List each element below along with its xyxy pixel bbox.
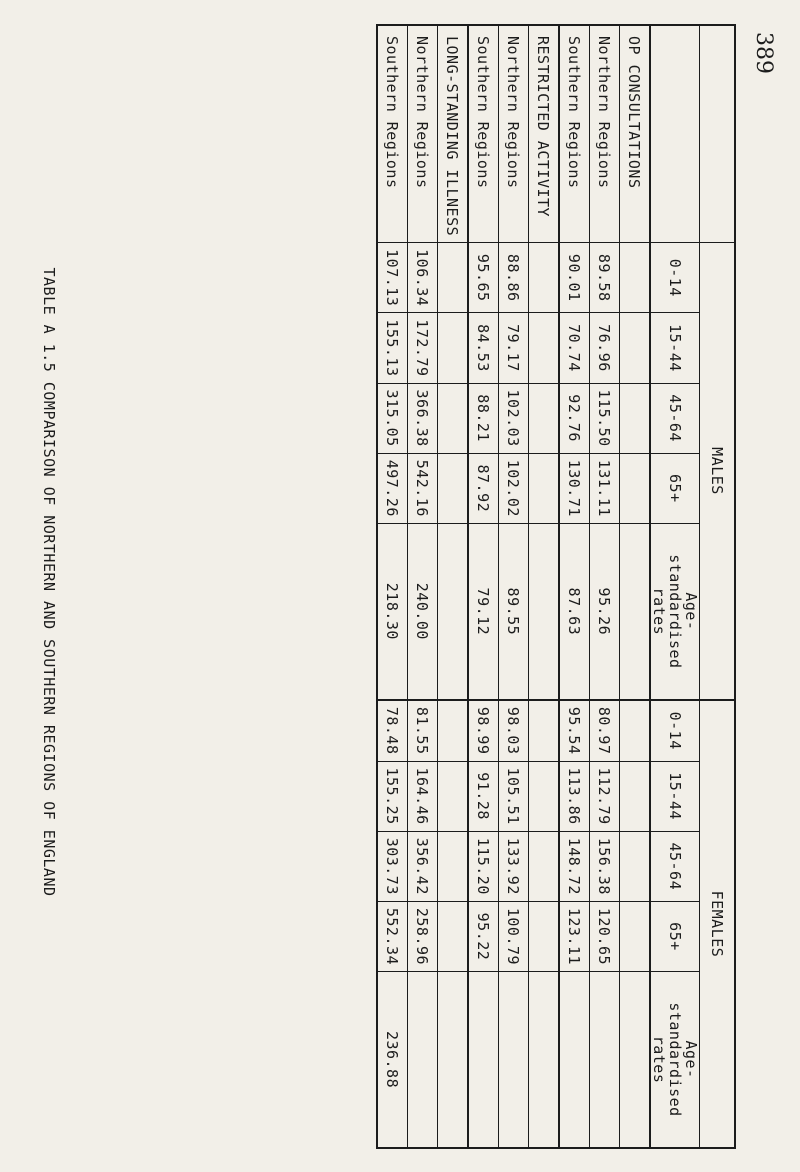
age-header: 45-64 [650,383,700,453]
row-header-blank [650,25,700,243]
top-left-cell [700,25,736,243]
table-cell: 91.28 [468,761,499,831]
table-cell: 130.71 [559,453,590,523]
table-cell: 315.05 [377,383,408,453]
table-row [468,25,499,1148]
table-cell: 542.16 [408,453,438,523]
group-header-females: FEMALES [700,700,736,1148]
table-cell: 131.11 [590,453,620,523]
table-cell: 76.96 [590,313,620,383]
page-number: 389 [751,32,776,74]
table-cell: 107.13 [377,243,408,313]
section-label: LONG-STANDING ILLNESS [438,25,469,243]
group-header-males: MALES [700,243,736,700]
table-cell: 87.63 [559,523,590,699]
table-cell: 102.02 [499,453,529,523]
table-cell: 98.03 [499,700,529,761]
table-cell: 95.65 [468,243,499,313]
table-cell: 303.73 [377,831,408,901]
table-cell: 164.46 [408,761,438,831]
table-cell: 218.30 [377,523,408,699]
table-cell: 115.50 [590,383,620,453]
age-header: 0-14 [650,700,700,761]
table-cell: 133.92 [499,831,529,901]
table-cell: 95.54 [559,700,590,761]
table-cell: 95.22 [468,901,499,971]
table-cell: 79.12 [468,523,499,699]
table-cell: 84.53 [468,313,499,383]
row-label: Northern Regions [408,25,438,243]
table-cell: 155.13 [377,313,408,383]
table-cell: 497.26 [377,453,408,523]
table-cell: 90.01 [559,243,590,313]
age-header: 15-44 [650,761,700,831]
table-row [590,25,620,1148]
table-cell: 120.65 [590,901,620,971]
table-cell: 102.03 [499,383,529,453]
table-cell: 115.20 [468,831,499,901]
table-cell [408,972,438,1148]
row-label: Northern Regions [499,25,529,243]
age-header: Age- standardised rates [650,523,700,699]
table-cell: 81.55 [408,700,438,761]
row-label: Southern Regions [377,25,408,243]
table-row [559,25,590,1148]
table-row [377,25,408,1148]
table-cell: 105.51 [499,761,529,831]
table-row [499,25,529,1148]
table-cell: 92.76 [559,383,590,453]
table-row [408,25,438,1148]
table-cell: 240.00 [408,523,438,699]
table-cell: 98.99 [468,700,499,761]
table-cell: 89.58 [590,243,620,313]
table-cell: 89.55 [499,523,529,699]
table-cell: 236.88 [377,972,408,1148]
table-cell: 258.96 [408,901,438,971]
table-cell: 156.38 [590,831,620,901]
table-cell: 148.72 [559,831,590,901]
row-label: Southern Regions [559,25,590,243]
table-cell: 87.92 [468,453,499,523]
table-cell: 113.86 [559,761,590,831]
table-cell [590,972,620,1148]
age-header: 65+ [650,901,700,971]
table-cell: 80.97 [590,700,620,761]
table-cell: 88.86 [499,243,529,313]
table-cell: 95.26 [590,523,620,699]
age-header: 65+ [650,453,700,523]
table-cell: 172.79 [408,313,438,383]
table-cell: 79.17 [499,313,529,383]
table-cell: 106.34 [408,243,438,313]
row-label: Southern Regions [468,25,499,243]
row-label: Northern Regions [590,25,620,243]
table-cell: 552.34 [377,901,408,971]
table-cell: 155.25 [377,761,408,831]
table-cell [559,972,590,1148]
comparison-table [376,24,736,1149]
table-cell: 88.21 [468,383,499,453]
section-label: RESTRICTED ACTIVITY [529,25,560,243]
age-header: Age- standardised rates [650,972,700,1148]
table-cell [468,972,499,1148]
table-cell: 78.48 [377,700,408,761]
table-cell [499,972,529,1148]
table-cell: 70.74 [559,313,590,383]
age-header: 0-14 [650,243,700,313]
table-cell: 366.38 [408,383,438,453]
age-header: 15-44 [650,313,700,383]
table-cell: 123.11 [559,901,590,971]
age-header: 45-64 [650,831,700,901]
section-label: OP CONSULTATIONS [620,25,651,243]
table-cell: 356.42 [408,831,438,901]
table-cell: 112.79 [590,761,620,831]
table-title: TABLE A 1.5 COMPARISON OF NORTHERN AND SOUTHERN REGIONS OF ENGLAND [40,267,58,897]
table-cell: 100.79 [499,901,529,971]
